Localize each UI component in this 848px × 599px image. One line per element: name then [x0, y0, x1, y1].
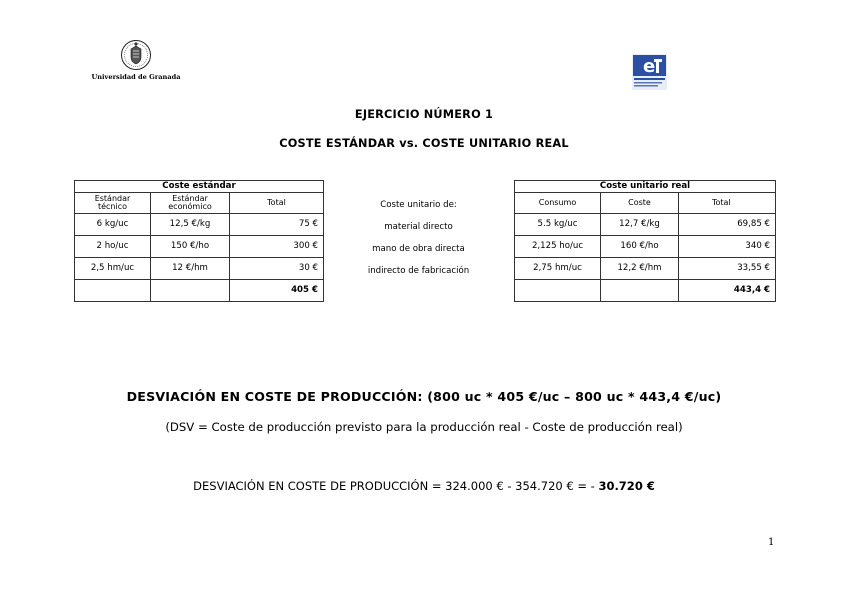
- standard-total: 405 €: [230, 280, 324, 302]
- real-cost-caption: Coste unitario real: [515, 181, 776, 193]
- unit-cost-item: mano de obra directa: [372, 244, 465, 254]
- table-row: [515, 258, 776, 280]
- university-name: Universidad de Granada: [91, 73, 181, 81]
- total-row: [515, 280, 776, 302]
- table-cell: 12 €/hm: [151, 258, 230, 280]
- table-cell: 12,5 €/kg: [151, 214, 230, 236]
- table-cell: 75 €: [230, 214, 324, 236]
- table-row: [75, 236, 324, 258]
- table-cell: 69,85 €: [679, 214, 776, 236]
- table-row: [515, 214, 776, 236]
- table-cell: 2,5 hm/uc: [75, 258, 151, 280]
- deviation-heading: DESVIACIÓN EN COSTE DE PRODUCCIÓN: (800 uc * 405 €/uc – 800 uc * 443,4 €/uc): [126, 389, 722, 404]
- table-cell: 33,55 €: [679, 258, 776, 280]
- header-consumption: Consumo: [515, 193, 601, 214]
- standard-cost-table: [74, 180, 324, 302]
- table-cell: 160 €/ho: [601, 236, 679, 258]
- table-cell: 300 €: [230, 236, 324, 258]
- table-cell: 150 €/ho: [151, 236, 230, 258]
- deviation-result-text: DESVIACIÓN EN COSTE DE PRODUCCIÓN = 324.000 € - 354.720 € = -: [193, 479, 599, 493]
- deviation-result: [0, 479, 848, 493]
- standard-cost-caption: Coste estándar: [75, 181, 324, 193]
- page-number: 1: [768, 537, 775, 548]
- table-row: [75, 214, 324, 236]
- table-cell: 12,2 €/hm: [601, 258, 679, 280]
- header-economic-standard: Estándar económico: [151, 193, 230, 214]
- table-cell: 2,125 ho/uc: [515, 236, 601, 258]
- table-row: [515, 236, 776, 258]
- department-logo-letter: e: [643, 56, 656, 77]
- header-total: Total: [230, 193, 324, 214]
- total-row: [75, 280, 324, 302]
- table-cell: 340 €: [679, 236, 776, 258]
- table-cell: 6 kg/uc: [75, 214, 151, 236]
- exercise-subtitle: COSTE ESTÁNDAR vs. COSTE UNITARIO REAL: [279, 137, 569, 150]
- department-logo: [631, 53, 668, 91]
- unit-cost-item: indirecto de fabricación: [367, 266, 470, 276]
- table-cell: 2,75 hm/uc: [515, 258, 601, 280]
- empty-cell: [151, 280, 230, 302]
- table-cell: 2 ho/uc: [75, 236, 151, 258]
- table-cell: 30 €: [230, 258, 324, 280]
- header-technical-standard: Estándar técnico: [75, 193, 151, 214]
- real-total: 443,4 €: [679, 280, 776, 302]
- table-cell: 5.5 kg/uc: [515, 214, 601, 236]
- real-cost-table: [514, 180, 776, 302]
- deviation-result-value: 30.720 €: [598, 479, 655, 493]
- unit-cost-header: Coste unitario de:: [380, 200, 457, 210]
- exercise-title: EJERCICIO NÚMERO 1: [354, 108, 494, 121]
- table-cell: 12,7 €/kg: [601, 214, 679, 236]
- department-logo-icon: [631, 53, 668, 91]
- unit-cost-item: material directo: [384, 222, 453, 232]
- table-row: [75, 258, 324, 280]
- dsv-note: (DSV = Coste de producción previsto para la producción real - Coste de producción real): [165, 420, 683, 434]
- header-cost: Coste: [601, 193, 679, 214]
- university-seal-icon: [121, 38, 151, 72]
- empty-cell: [75, 280, 151, 302]
- university-logo: [86, 38, 186, 90]
- header-total: Total: [679, 193, 776, 214]
- empty-cell: [515, 280, 601, 302]
- empty-cell: [601, 280, 679, 302]
